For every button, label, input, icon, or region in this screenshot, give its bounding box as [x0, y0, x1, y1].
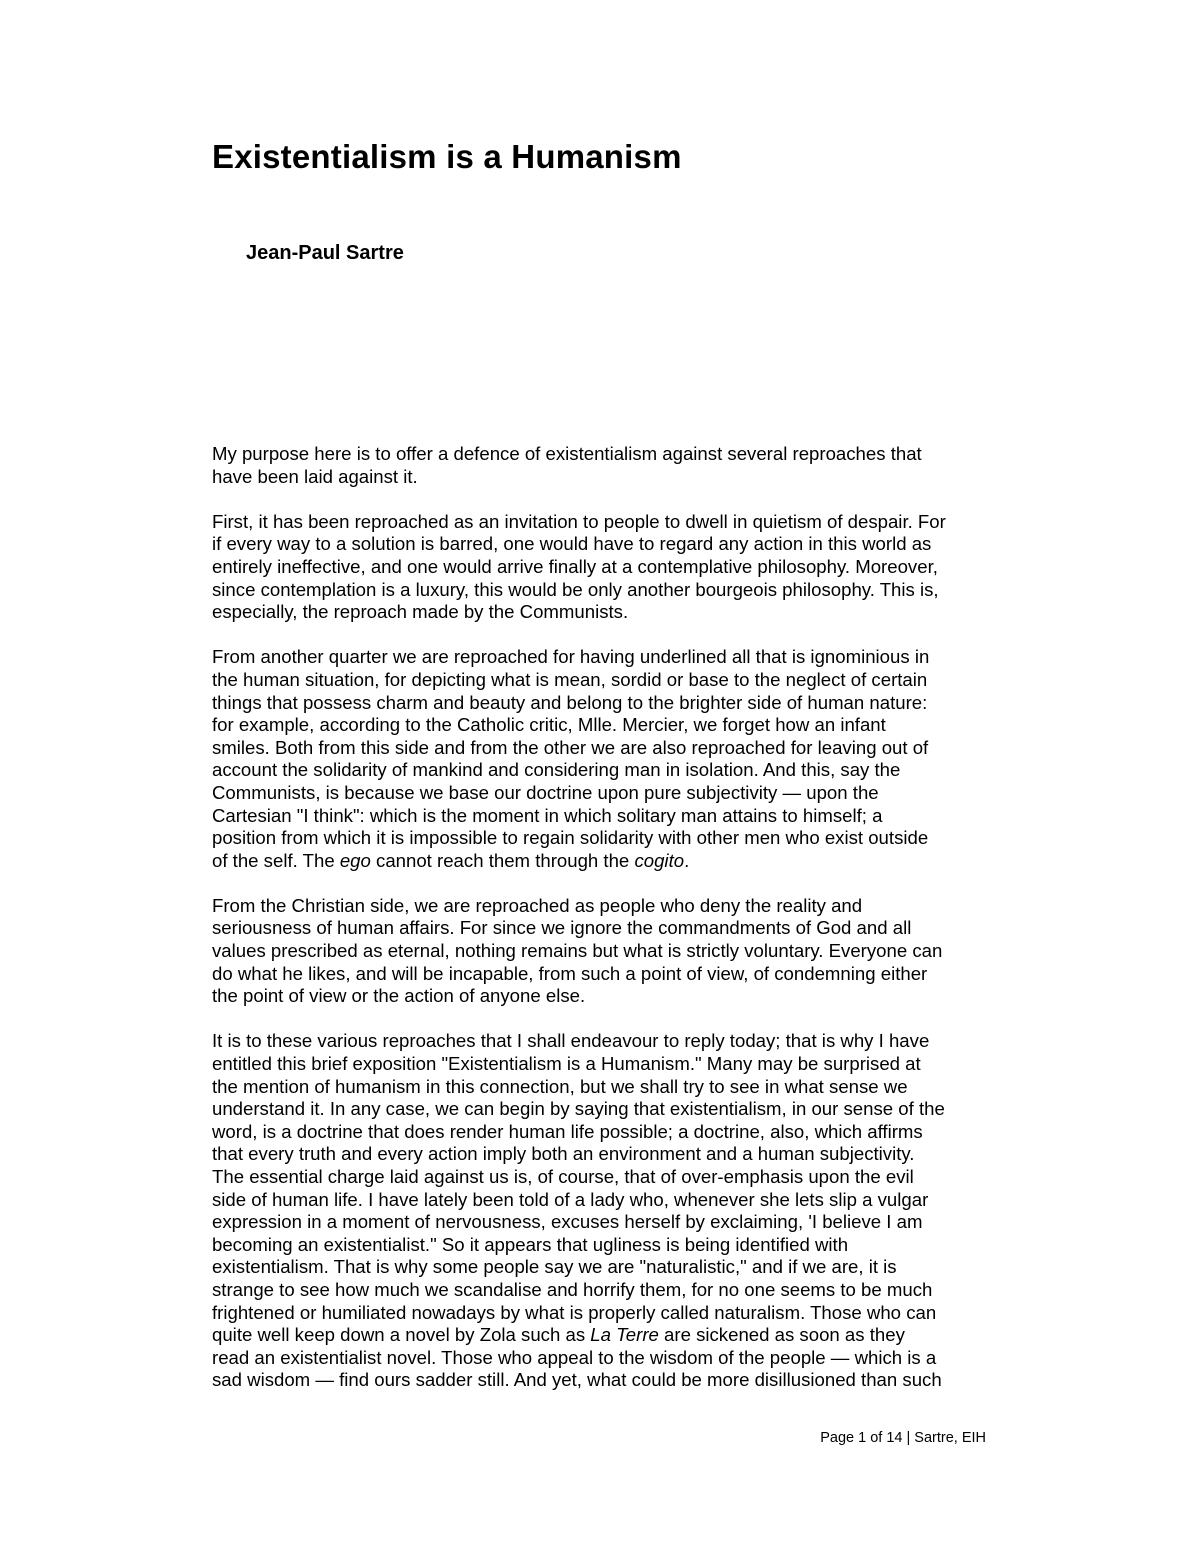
- text-line: [212, 1234, 1002, 1257]
- text-span: do what he likes, and will be incapable, from such a point of view, of condemning either: [212, 962, 928, 984]
- text-line: [212, 533, 1002, 556]
- text-span: sad wisdom — find ours sadder still. And yet, what could be more disillusioned than such: [212, 1369, 942, 1391]
- text-span: values prescribed as eternal, nothing remains but what is strictly voluntary. Everyone can: [212, 940, 943, 962]
- paragraph: [212, 895, 1002, 1008]
- text-span: for example, according to the Catholic critic, Mlle. Mercier, we forget how an infant: [212, 714, 886, 736]
- text-line: [212, 646, 1002, 669]
- text-line: [212, 827, 1002, 850]
- text-span: account the solidarity of mankind and considering man in isolation. And this, say the: [212, 759, 901, 781]
- text-span: strange to see how much we scandalise and horrify them, for no one seems to be much: [212, 1278, 933, 1300]
- text-line: [212, 1211, 1002, 1234]
- text-span: the human situation, for depicting what is mean, sordid or base to the neglect of certain: [212, 668, 928, 690]
- text-span: seriousness of human affairs. For since we ignore the commandments of God and all: [212, 917, 912, 939]
- text-line: [212, 1369, 1002, 1392]
- paragraph: [212, 1030, 1002, 1392]
- text-span: if every way to a solution is barred, one would have to regard any action in this world as: [212, 533, 932, 555]
- text-span: that every truth and every action imply both an environment and a human subjectivity.: [212, 1143, 915, 1165]
- text-line: [212, 737, 1002, 760]
- text-span: things that possess charm and beauty and belong to the brighter side of human nature:: [212, 691, 928, 713]
- text-line: [212, 940, 1002, 963]
- text-line: [212, 556, 1002, 579]
- italic-term: cogito: [634, 849, 685, 871]
- text-line: [212, 714, 1002, 737]
- text-span: cannot reach them through the: [370, 849, 635, 871]
- text-line: [212, 895, 1002, 918]
- text-line: [212, 850, 1002, 873]
- text-span: frightened or humiliated nowadays by what is properly called naturalism. Those who can: [212, 1301, 937, 1323]
- text-span: the mention of humanism in this connection, but we shall try to see in what sense we: [212, 1075, 908, 1097]
- paragraph: [212, 511, 1002, 624]
- text-line: [212, 601, 1002, 624]
- text-span: It is to these various reproaches that I shall endeavour to reply today; that is why I have: [212, 1030, 930, 1052]
- text-span: existentialism. That is why some people say we are "naturalistic," and if we are, it is: [212, 1256, 897, 1278]
- text-line: [212, 1347, 1002, 1370]
- text-line: [212, 669, 1002, 692]
- text-span: have been laid against it.: [212, 465, 418, 487]
- text-line: [212, 759, 1002, 782]
- text-line: [212, 1030, 1002, 1053]
- page-footer: Page 1 of 14 | Sartre, EIH: [820, 1430, 986, 1446]
- text-line: [212, 963, 1002, 986]
- document-author: Jean-Paul Sartre: [246, 242, 404, 264]
- paragraph: [212, 646, 1002, 872]
- text-line: [212, 1279, 1002, 1302]
- paragraph: [212, 443, 1002, 488]
- text-line: [212, 1324, 1002, 1347]
- text-line: [212, 1076, 1002, 1099]
- text-line: [212, 692, 1002, 715]
- document-title: Existentialism is a Humanism: [212, 138, 682, 175]
- text-span: From another quarter we are reproached for having underlined all that is ignominious in: [212, 646, 930, 668]
- text-line: [212, 1302, 1002, 1325]
- text-line: [212, 443, 1002, 466]
- text-line: [212, 1121, 1002, 1144]
- text-line: [212, 805, 1002, 828]
- text-span: My purpose here is to offer a defence of existentialism against several reproaches that: [212, 443, 922, 464]
- text-span: From the Christian side, we are reproached as people who deny the reality and: [212, 894, 863, 916]
- text-span: quite well keep down a novel by Zola such as: [212, 1324, 591, 1346]
- text-span: of the self. The: [212, 849, 340, 871]
- text-span: expression in a moment of nervousness, excuses herself by exclaiming, 'I believe I am: [212, 1211, 923, 1233]
- italic-term: ego: [339, 849, 371, 871]
- text-span: Cartesian "I think": which is the moment in which solitary man attains to himself; a: [212, 804, 883, 826]
- text-span: entirely ineffective, and one would arrive finally at a contemplative philosophy. Moreover,: [212, 555, 938, 577]
- text-line: [212, 511, 1002, 534]
- text-span: understand it. In any case, we can begin by saying that existentialism, in our sense of the: [212, 1098, 945, 1120]
- text-line: [212, 782, 1002, 805]
- text-span: entitled this brief exposition "Existentialism is a Humanism." Many may be surprised at: [212, 1053, 921, 1075]
- text-line: [212, 1143, 1002, 1166]
- text-span: The essential charge laid against us is, of course, that of over-emphasis upon the evil: [212, 1166, 914, 1187]
- text-line: [212, 985, 1002, 1008]
- text-span: read an existentialist novel. Those who appeal to the wisdom of the people — which is a: [212, 1346, 937, 1368]
- text-line: [212, 466, 1002, 489]
- text-line: [212, 1098, 1002, 1121]
- text-line: [212, 1189, 1002, 1212]
- italic-term: La Terre: [590, 1324, 659, 1346]
- text-span: side of human life. I have lately been told of a lady who, whenever she lets slip a vulgar: [212, 1188, 929, 1210]
- text-line: [212, 579, 1002, 602]
- text-line: [212, 1256, 1002, 1279]
- text-span: First, it has been reproached as an invitation to people to dwell in quietism of despair. For: [212, 510, 946, 532]
- text-span: Communists, is because we base our doctrine upon pure subjectivity — upon the: [212, 781, 879, 803]
- text-span: word, is a doctrine that does render human life possible; a doctrine, also, which affirms: [212, 1120, 923, 1142]
- text-line: [212, 1166, 1002, 1189]
- text-span: smiles. Both from this side and from the other we are also reproached for leaving out of: [212, 736, 929, 758]
- text-line: [212, 1053, 1002, 1076]
- text-span: becoming an existentialist." So it appears that ugliness is being identified with: [212, 1233, 849, 1255]
- text-span: the point of view or the action of anyone else.: [212, 985, 586, 1007]
- text-span: since contemplation is a luxury, this would be only another bourgeois philosophy. This is,: [212, 578, 939, 600]
- text-line: [212, 917, 1002, 940]
- text-span: .: [684, 849, 690, 871]
- document-body: [212, 443, 1002, 1415]
- text-span: position from which it is impossible to regain solidarity with other men who exist outside: [212, 827, 929, 849]
- text-span: especially, the reproach made by the Communists.: [212, 601, 629, 623]
- text-span: are sickened as soon as they: [658, 1324, 905, 1346]
